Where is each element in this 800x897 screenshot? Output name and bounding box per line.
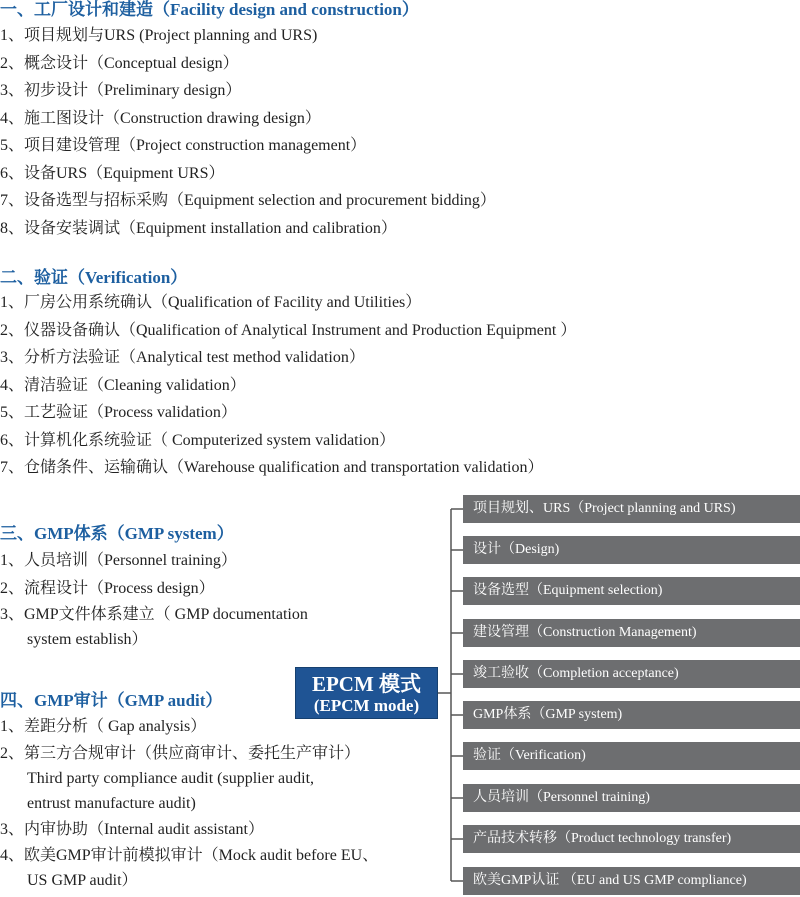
list-item: 5、工艺验证（Process validation）: [0, 404, 237, 421]
list-item: 3、分析方法验证（Analytical test method validation）: [0, 349, 365, 366]
mode-item-verification: 验证（Verification): [463, 742, 800, 770]
list-item-line1: 3、GMP文件体系建立（ GMP documentation: [0, 606, 308, 623]
list-item: 4、清洁验证（Cleaning validation）: [0, 376, 246, 394]
section-4-heading: 四、GMP审计（GMP audit）: [0, 691, 223, 710]
list-item-line2: US GMP audit）: [27, 872, 138, 889]
mode-item-personnel-training: 人员培训（Personnel training): [463, 784, 800, 812]
list-item: 2、流程设计（Process design）: [0, 579, 215, 597]
mode-item-gmp-system: GMP体系（GMP system): [463, 701, 800, 729]
list-item-line1: 4、欧美GMP审计前模拟审计（Mock audit before EU、: [0, 847, 379, 864]
mode-item-design: 设计（Design): [463, 536, 800, 564]
list-item: 1、项目规划与URS (Project planning and URS): [0, 27, 318, 44]
list-item: 1、人员培训（Personnel training）: [0, 552, 237, 569]
list-item-line1: 2、第三方合规审计（供应商审计、委托生产审计）: [0, 744, 361, 762]
list-item: 3、初步设计（Preliminary design）: [0, 82, 242, 99]
list-item: 7、设备选型与招标采购（Equipment selection and procurement bidding）: [0, 192, 496, 209]
list-item: 5、项目建设管理（Project construction management）: [0, 137, 367, 154]
epcm-subtitle: (EPCM mode): [313, 696, 420, 715]
list-item-line2: system establish）: [27, 631, 148, 648]
mode-item-gmp-compliance: 欧美GMP认证 （EU and US GMP compliance): [463, 867, 800, 895]
list-item: 6、设备URS（Equipment URS）: [0, 164, 225, 182]
list-item: 2、概念设计（Conceptual design）: [0, 54, 239, 72]
mode-item-technology-transfer: 产品技术转移（Product technology transfer): [463, 825, 800, 853]
list-item: 4、施工图设计（Construction drawing design）: [0, 109, 321, 127]
epcm-title: EPCM 模式: [311, 672, 422, 696]
list-item: 1、厂房公用系统确认（Qualification of Facility and Utilities）: [0, 294, 422, 311]
mode-item-construction-management: 建设管理（Construction Management): [463, 619, 800, 647]
list-item: 2、仪器设备确认（Qualification of Analytical Instrument and Production Equipment ）: [0, 321, 577, 339]
list-item: 3、内审协助（Internal audit assistant）: [0, 820, 264, 838]
section-2-heading: 二、验证（Verification）: [0, 268, 188, 287]
list-item: 1、差距分析（ Gap analysis）: [0, 718, 207, 735]
list-item: 8、设备安装调试（Equipment installation and calibration）: [0, 219, 397, 237]
section-1-heading: 一、工厂设计和建造（Facility design and construction）: [0, 0, 419, 19]
list-item-line3: entrust manufacture audit): [27, 794, 196, 812]
section-3-heading: 三、GMP体系（GMP system）: [0, 524, 234, 543]
list-item-line2: Third party compliance audit (supplier audit,: [27, 769, 315, 787]
list-item: 6、计算机化系统验证（ Computerized system validation）: [0, 431, 396, 449]
mode-item-completion-acceptance: 竣工验收（Completion acceptance): [463, 660, 800, 688]
mode-item-project-planning: 项目规划、URS（Project planning and URS): [463, 495, 800, 523]
list-item: 7、仓储条件、运输确认（Warehouse qualification and transportation validation）: [0, 459, 544, 476]
epcm-mode-box: [295, 667, 438, 719]
mode-item-equipment-selection: 设备选型（Equipment selection): [463, 577, 800, 605]
